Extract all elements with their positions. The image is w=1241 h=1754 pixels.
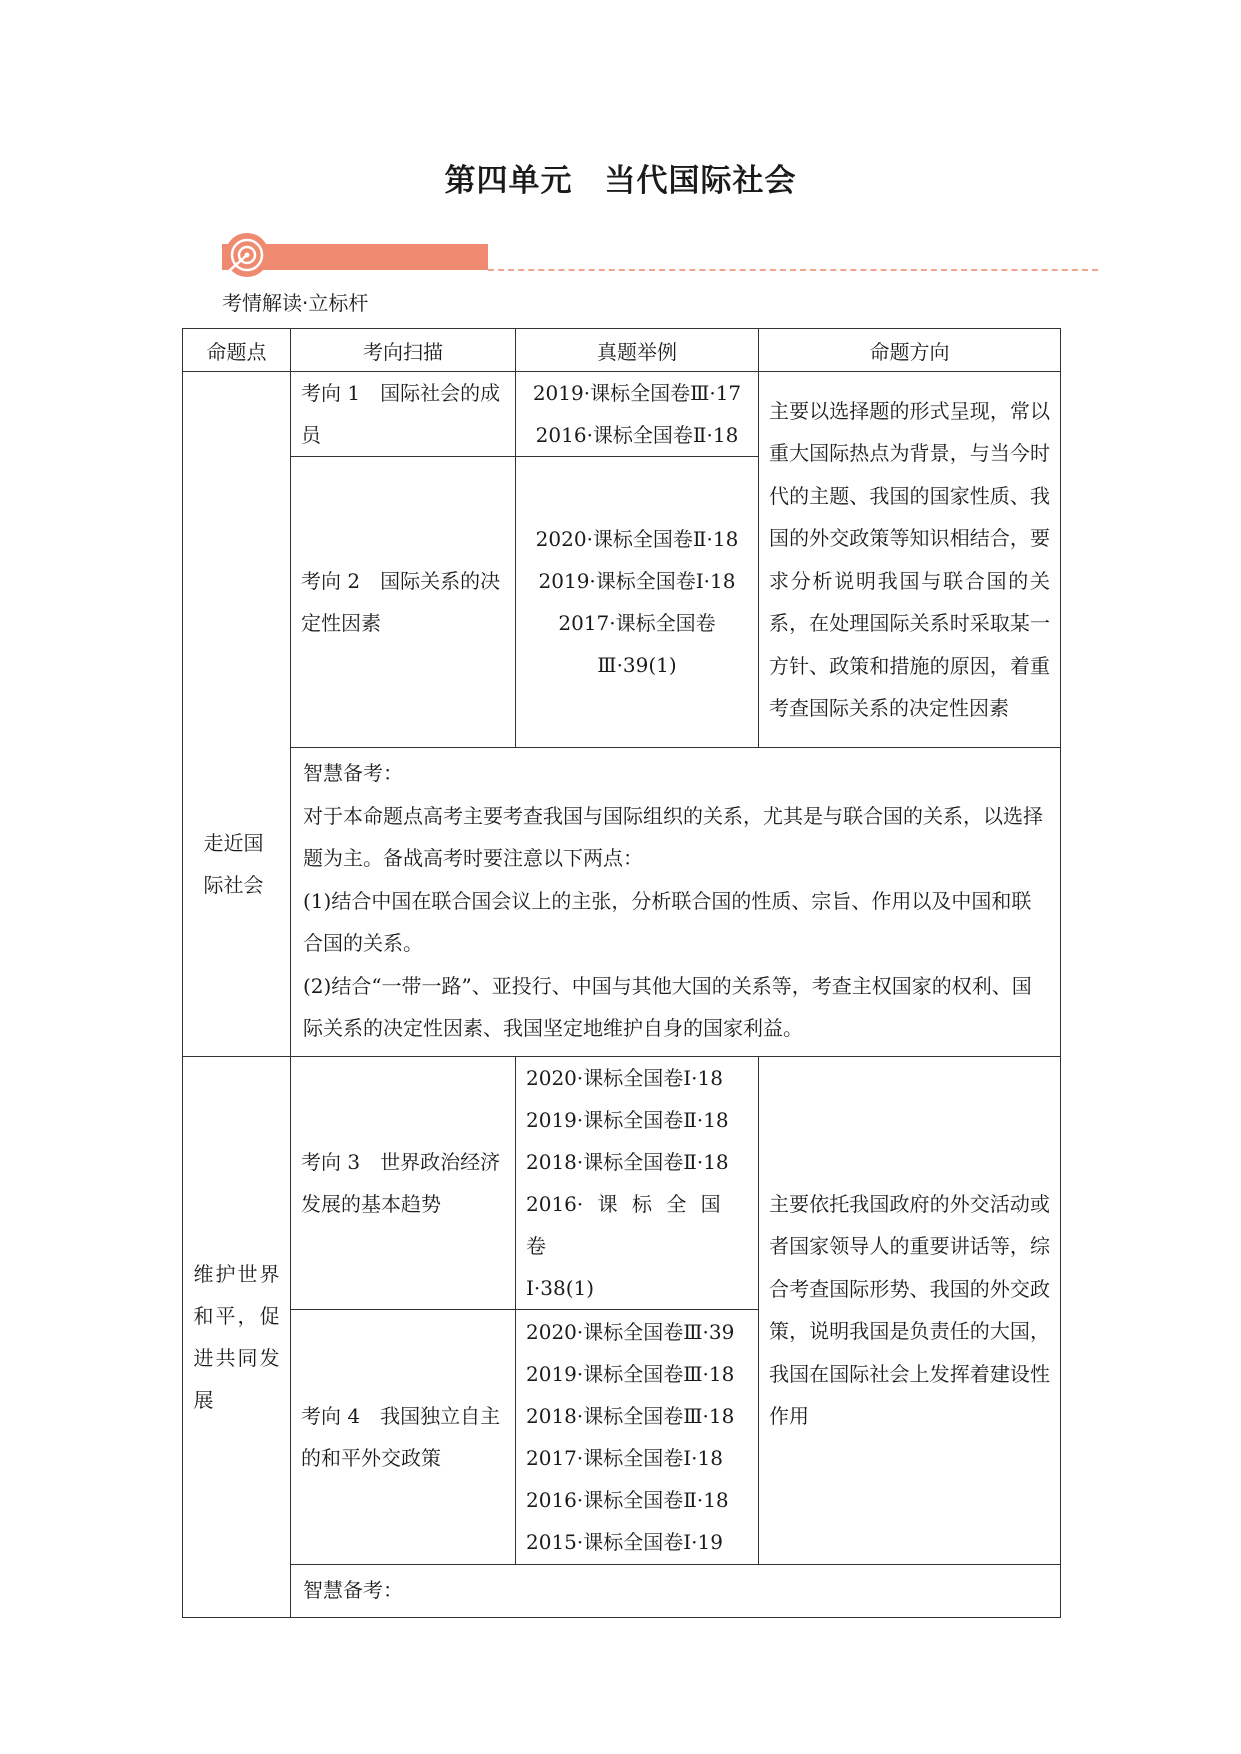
section-subheading: 考情解读·立标杆 <box>222 291 369 315</box>
aspect-cell: 考向 3 世界政治经济发展的基本趋势 <box>291 1056 516 1309</box>
exam-item: 2017·课标全国卷Ⅰ·18 <box>526 1445 723 1470</box>
exam-analysis-table <box>182 328 1061 1618</box>
header-aspect: 考向扫描 <box>291 329 516 372</box>
table-row <box>183 1056 1061 1309</box>
exam-item: 2019·课标全国卷Ⅲ·18 <box>526 1361 735 1386</box>
exam-cell <box>516 457 759 748</box>
exam-item: 2020·课标全国卷Ⅲ·39 <box>526 1319 735 1344</box>
target-icon <box>224 232 270 278</box>
study-tips-cell <box>291 1564 1061 1618</box>
header-exam: 真题举例 <box>516 329 759 372</box>
table-row <box>183 748 1061 1057</box>
study-tips-title: 智慧备考： <box>303 1577 403 1602</box>
exam-item: 2015·课标全国卷Ⅰ·19 <box>526 1529 723 1554</box>
header-direction: 命题方向 <box>759 329 1061 372</box>
exam-cell <box>516 372 759 457</box>
aspect-cell: 考向 2 国际关系的决定性因素 <box>291 457 516 748</box>
table-row <box>183 372 1061 457</box>
exam-item: 2016·课标全国卷Ⅱ·18 <box>526 1487 729 1512</box>
study-tips-text: (2)结合“一带一路”、亚投行、中国与其他大国的关系等，考查主权国家的权利、国际关系的决定性因素、我国坚定地维护自身的国家利益。 <box>303 973 1032 1040</box>
study-tips-cell <box>291 748 1061 1057</box>
study-tips-text: 对于本命题点高考主要考查我国与国际组织的关系，尤其是与联合国的关系，以选择题为主。备战高考时要注意以下两点： <box>303 803 1043 870</box>
exam-item: 2017·课标全国卷 <box>558 611 716 635</box>
table-row <box>183 1564 1061 1618</box>
exam-item: 2019·课标全国卷Ⅱ·18 <box>526 1107 729 1132</box>
topic-point: 维护世界和平，促进共同发展 <box>193 1261 280 1412</box>
study-tips-text: (1)结合中国在联合国会议上的主张，分析联合国的性质、宗旨、作用以及中国和联合国的关系。 <box>303 888 1032 955</box>
exam-cell <box>516 1056 759 1309</box>
study-tips-title: 智慧备考： <box>303 761 403 785</box>
exam-item: 2019·课标全国卷Ⅲ·17 <box>532 381 742 405</box>
header-point: 命题点 <box>183 329 291 372</box>
exam-item: Ⅰ·38(1) <box>526 1275 595 1300</box>
exam-cell <box>516 1309 759 1564</box>
exam-item: 2019·课标全国卷Ⅰ·18 <box>538 569 736 593</box>
direction-cell: 主要依托我国政府的外交活动或者国家领导人的重要讲话等，综合考查国际形势、我国的外交政策，说明我国是负责任的大国，我国在国际社会上发挥着建设性作用 <box>759 1056 1061 1564</box>
table-header-row <box>183 329 1061 372</box>
exam-item: Ⅲ·39(1) <box>597 653 677 677</box>
exam-item: 2016·课标全国卷Ⅱ·18 <box>535 423 739 447</box>
exam-item: 2018·课标全国卷Ⅱ·18 <box>526 1149 729 1174</box>
topic-point-cell <box>183 1056 291 1618</box>
topic-point-cell <box>183 372 291 1057</box>
topic-point: 走近国际社会 <box>203 830 264 897</box>
exam-item: 2016· 课 标 全 国 卷 <box>526 1191 721 1258</box>
exam-item: 2018·课标全国卷Ⅲ·18 <box>526 1403 735 1428</box>
page-title: 第四单元 当代国际社会 <box>444 163 797 199</box>
aspect-cell: 考向 4 我国独立自主的和平外交政策 <box>291 1309 516 1564</box>
direction-cell: 主要以选择题的形式呈现，常以重大国际热点为背景，与当今时代的主题、我国的国家性质、我国的外交政策等知识相结合，要求分析说明我国与联合国的关系，在处理国际关系时采取某一方针、政策和措施的原因，着重考查国际关系的决定性因素 <box>759 372 1061 748</box>
banner-dashed-line <box>488 269 1098 271</box>
exam-item: 2020·课标全国卷Ⅱ·18 <box>535 527 739 551</box>
aspect-cell: 考向 1 国际社会的成员 <box>291 372 516 457</box>
section-banner <box>222 232 1098 278</box>
exam-item: 2020·课标全国卷Ⅰ·18 <box>526 1065 723 1090</box>
